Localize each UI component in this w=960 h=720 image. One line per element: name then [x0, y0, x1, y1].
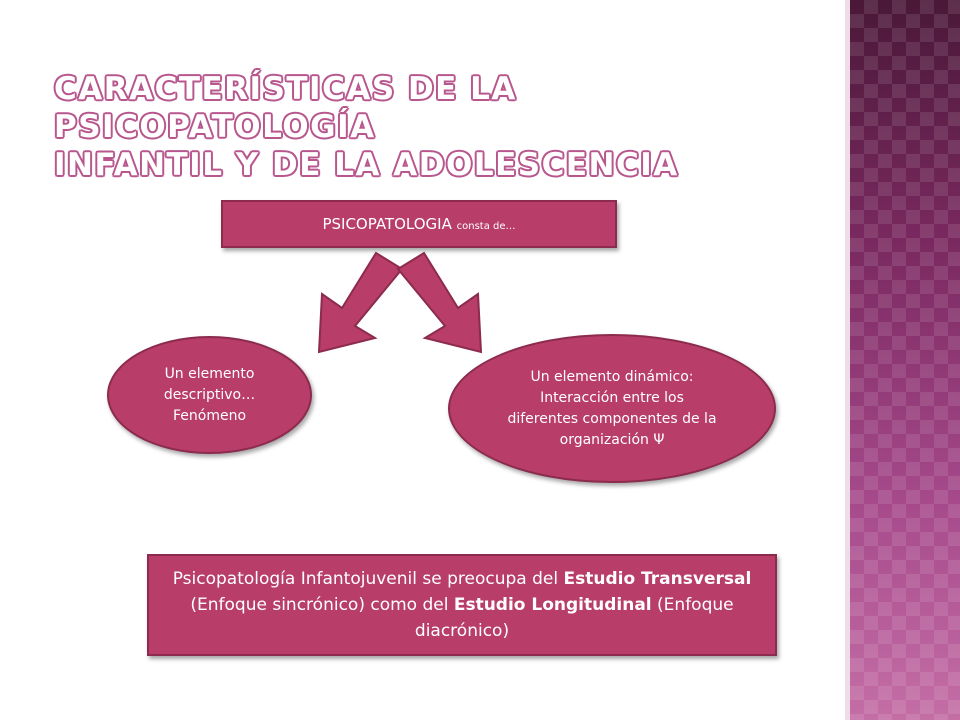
summary-text-part-1: Psicopatología Infantojuvenil se preocupa del — [172, 569, 564, 589]
dynamic-element-text: Un elemento dinámico: Interacción entre los diferentes componentes de la organización Ψ — [507, 368, 717, 448]
dynamic-element-oval — [448, 334, 776, 483]
summary-text-part-2: (Enfoque sincrónico) como del — [190, 595, 454, 615]
psicopatologia-label: PSICOPATOLOGIA — [322, 215, 452, 233]
decorative-side-band — [850, 0, 960, 720]
arrow-right-icon — [398, 253, 481, 352]
descriptive-element-oval — [107, 336, 312, 454]
descriptive-element-text: Un elemento descriptivo… Fenómeno — [163, 365, 256, 424]
summary-bold-longitudinal: Estudio Longitudinal — [453, 595, 652, 615]
slide-title-line-1: CARACTERÍSTICAS DE LA PSICOPATOLOGÍA — [54, 71, 517, 145]
summary-box — [147, 554, 777, 656]
summary-bold-transversal: Estudio Transversal — [563, 569, 752, 589]
summary-text — [169, 566, 755, 644]
slide-title-line-2: INFANTIL Y DE LA ADOLESCENCIA — [54, 147, 679, 183]
arrow-left-icon — [319, 253, 402, 352]
summary-text-part-3: (Enfoque diacrónico) — [414, 595, 734, 641]
consta-de-label: consta de… — [456, 221, 516, 232]
